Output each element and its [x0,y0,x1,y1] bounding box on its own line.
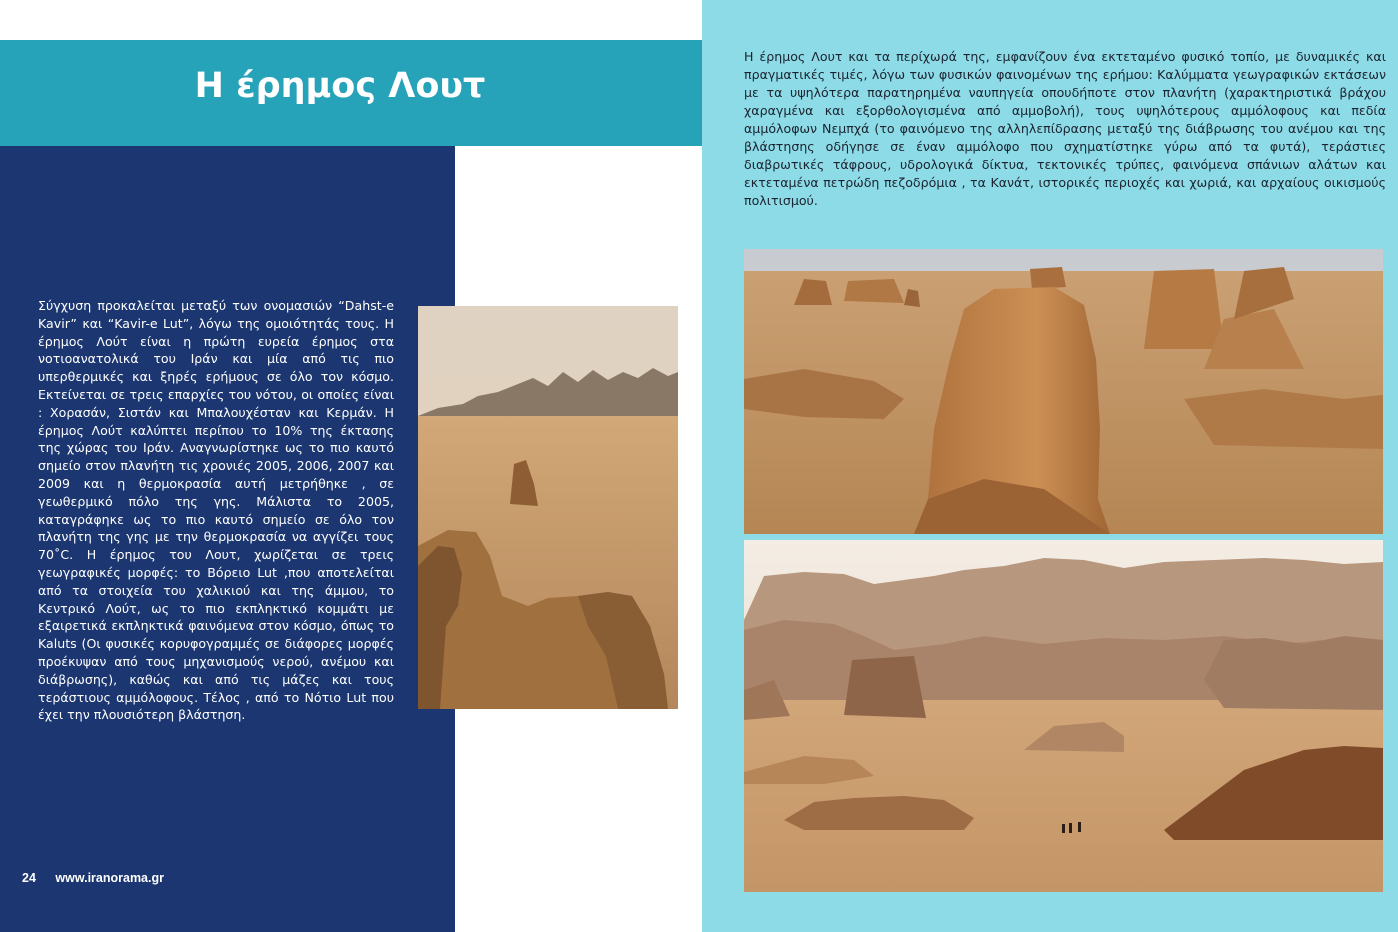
page-title: Η έρημος Λουτ [194,66,486,106]
footer [22,871,164,885]
right-intro-text: Η έρημος Λουτ και τα περίχωρά της, εμφανίζουν ένα εκτεταμένο φυσικό τοπίο, με δυναμικές και πραγματικές τιμές, λόγω των φυσικών φαινομένων της ερήμου: Καλύμματα γεωγραφικών εκτάσεων με τα υψηλότερα παρατηρημένα ναυπηγεία οπουδήποτε στον πλανήτη (χαρακτηριστικά βράχου χαραγμένα και εξορθολογισμένα από αμμοβολή), τους υψηλότερους αμμόλοφους και πεδία αμμόλοφων Νεμπχά (το φαινόμενο της αλληλεπίδρασης μεταξύ της διάβρωσης του ανέμου και της βλάστησης οδήγησε σε έναν αμμόλοφο που σχηματίστηκε γύρω από τα φυτά), τεράστιες διαβρωτικές τάφρους, υδρολογικά δίκτυα, τεκτονικές τρύπες, φαινόμενα σπάνιων αλάτων και εκτεταμένα πετρώδη πεζοδρόμια , τα Κανάτ, ιστορικές περιοχές και χωριά, και αρχαίους οικισμούς πολιτισμού. [744,49,1386,208]
page-number: 24 [22,871,36,885]
desert-photo-top-right [744,249,1383,534]
desert-photo-bottom-right [744,540,1383,892]
desert-photo-left [418,306,678,709]
left-body-text: Σύγχυση προκαλείται μεταξύ των ονομασιών “Dahst-e Kavir” και “Kavir-e Lut”, λόγω της ομοιότητάς τους. Η έρημος Λούτ είναι η πρώτη ευρεία έρημος στα νοτιοανατολικά του Ιράν και μία από τις πιο υπερθερμικές και ξηρές ερήμους σε όλο τον κόσμο. Εκτείνεται σε τρεις επαρχίες του νότου, οι οποίες είναι : Χορασάν, Σιστάν και Μπαλουχέσταν και Κερμάν. Η έρημος Λούτ καλύπτει περίπου το 10% της έκτασης της χώρας του Ιράν. Αναγνωρίστηκε ως το πιο καυτό σημείο στον πλανήτη τις χρονιές 2005, 2006, 2007 και 2009 και η θερμοκρασία αυτή μετρήθηκε , σε γεωθερμικό πόλο της γης. Μάλιστα το 2005, καταγράφηκε ως το πιο καυτό σημείο σε όλο τον πλανήτη της γης με την θερμοκρασία να αγγίζει τους 70˚C. Η έρημος του Λουτ, χωρίζεται σε τρεις γεωγραφικές μορφές: το Βόρειο Lut ,που αποτελείται από τα στοιχεία του χαλικιού και της άμμου, το Κεντρικό Λούτ, ως το πιο εκπληκτικό κομμάτι με εξαιρετικά εκπληκτικά φαινόμενα στον κόσμο, όπως το Kaluts (Οι φυσικές κορυφογραμμές σε διάφορες μορφές προέκυψαν από τους μηχανισμούς νερού, ανέμου και διάβρωσης), καθώς και από τις μάζες και τους τεράστιους αμμόλοφους. Τέλος , από το Νότιο Lut που έχει την πλουσιότερη βλάστηση. [38,298,394,723]
website-link[interactable]: www.iranorama.gr [55,871,164,885]
title-band [0,40,702,146]
